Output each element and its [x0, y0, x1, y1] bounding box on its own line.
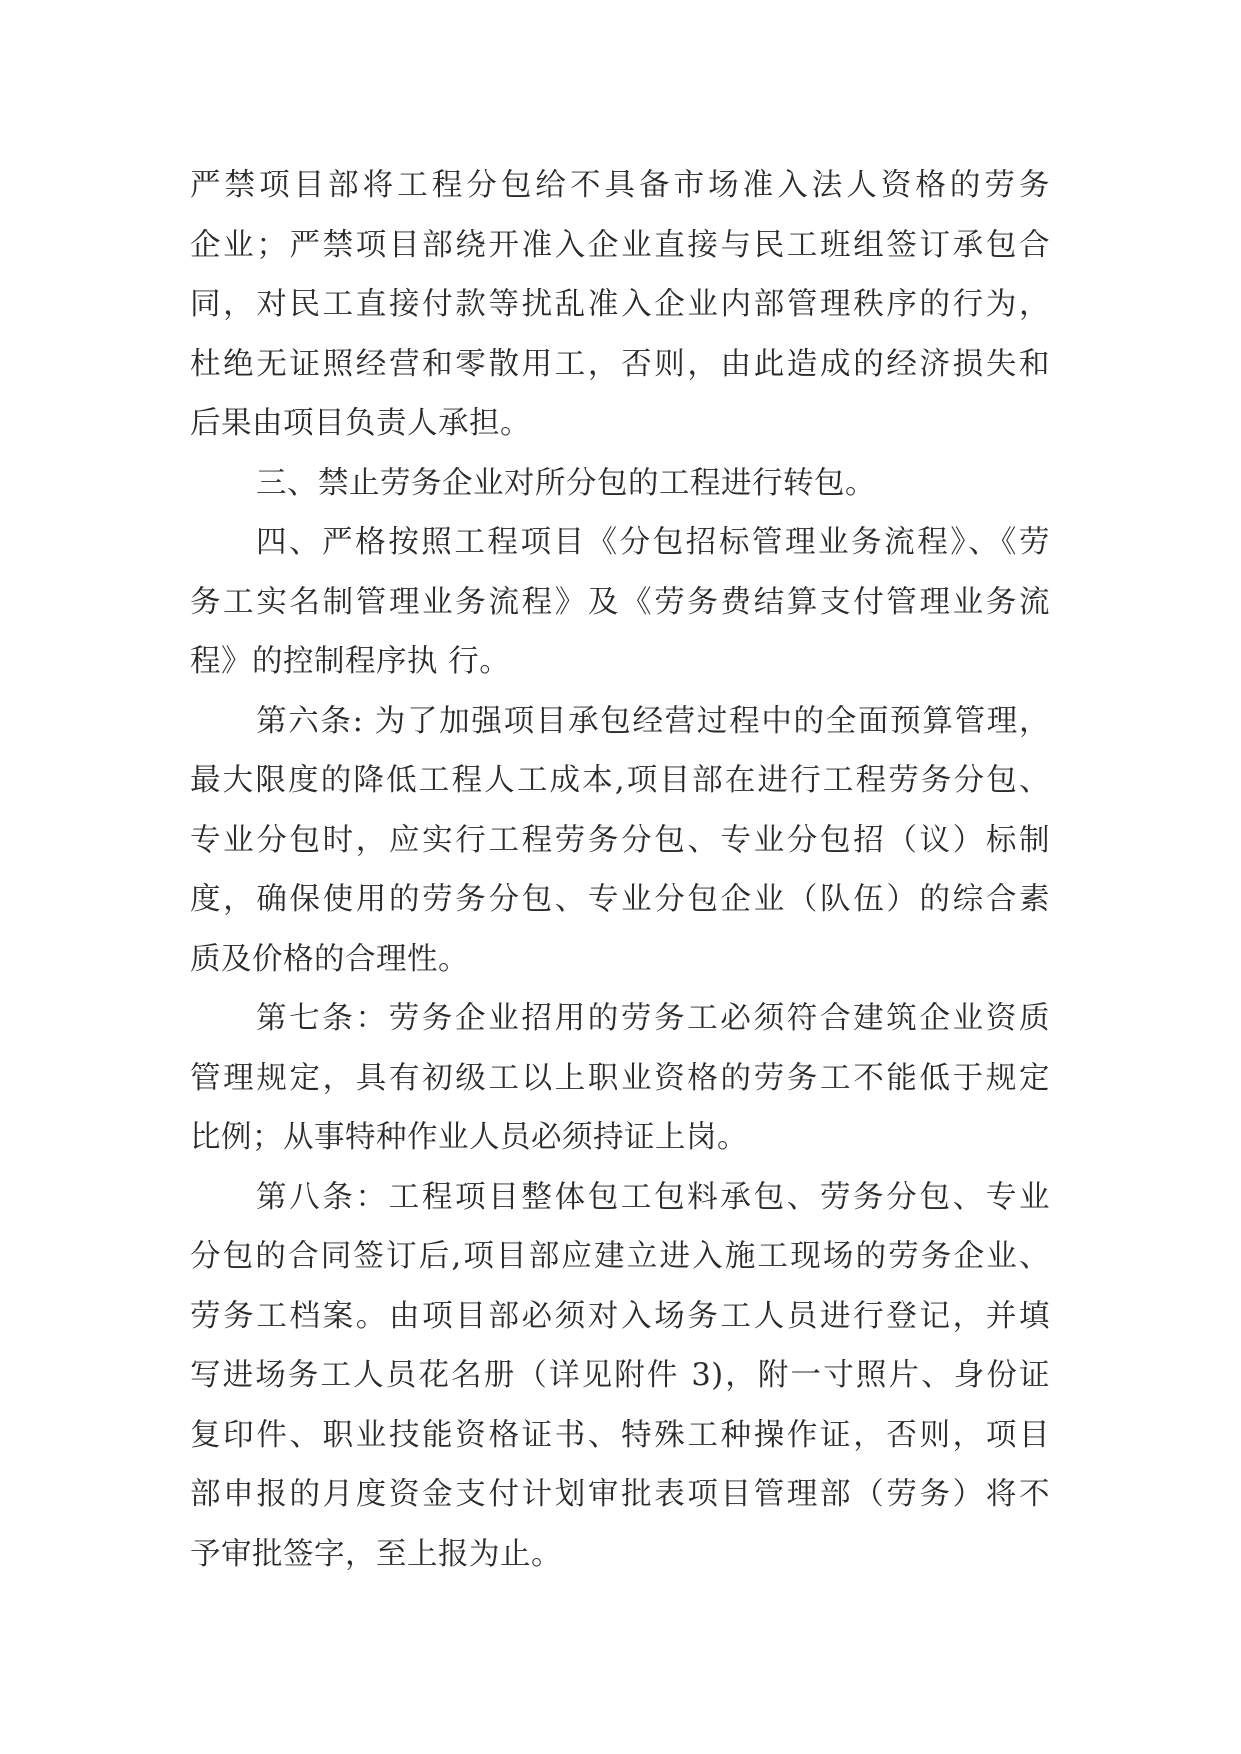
text-line: 第八条：工程项目整体包工包料承包、劳务分包、专业 — [256, 1179, 1050, 1215]
text-line: 分包的合同签订后,项目部应建立进入施工现场的劳务企业、 — [190, 1239, 1050, 1274]
text-line: 写进场务工人员花名册（详见附件 3)，附一寸照片、身份证 — [190, 1358, 1050, 1393]
text-line: 部申报的月度资金支付计划审批表项目管理部（劳务）将不 — [190, 1477, 1050, 1512]
text-line: 第六条: 为了加强项目承包经营过程中的全面预算管理， — [256, 703, 1050, 739]
text-line: 四、严格按照工程项目《分包招标管理业务流程》、《劳 — [256, 525, 1050, 560]
text-line: 同，对民工直接付款等扰乱准入企业内部管理秩序的行为， — [190, 287, 1050, 322]
text-line: 复印件、职业技能资格证书、特殊工种操作证，否则，项目 — [190, 1417, 1050, 1453]
text-line: 务工实名制管理业务流程》及《劳务费结算支付管理业务流 — [190, 584, 1050, 620]
text-line: 最大限度的降低工程人工成本,项目部在进行工程劳务分包、 — [190, 763, 1050, 798]
text-line: 后果由项目负责人承担。 — [190, 406, 531, 441]
text-line: 质及价格的合理性。 — [190, 941, 469, 977]
text-line: 企业；严禁项目部绕开准入企业直接与民工班组签订承包合 — [190, 227, 1050, 263]
text-line: 程》的控制程序执 行。 — [190, 644, 511, 679]
text-line: 杜绝无证照经营和零散用工，否则，由此造成的经济损失和 — [190, 346, 1050, 382]
text-line: 予审批签字，至上报为止。 — [190, 1536, 562, 1572]
text-line: 第七条：劳务企业招用的劳务工必须符合建筑企业资质 — [256, 1001, 1050, 1036]
text-line: 比例；从事特种作业人员必须持证上岗。 — [190, 1120, 748, 1155]
text-line: 专业分包时，应实行工程劳务分包、专业分包招（议）标制 — [190, 822, 1050, 858]
text-line: 三、禁止劳务企业对所分包的工程进行转包。 — [256, 465, 876, 501]
text-line: 管理规定，具有初级工以上职业资格的劳务工不能低于规定 — [190, 1060, 1050, 1096]
document-body — [190, 156, 1050, 1584]
text-line: 劳务工档案。由项目部必须对入场务工人员进行登记，并填 — [190, 1298, 1050, 1334]
text-line: 严禁项目部将工程分包给不具备市场准入法人资格的劳务 — [190, 168, 1050, 203]
text-line: 度，确保使用的劳务分包、专业分包企业（队伍）的综合素 — [190, 882, 1050, 917]
